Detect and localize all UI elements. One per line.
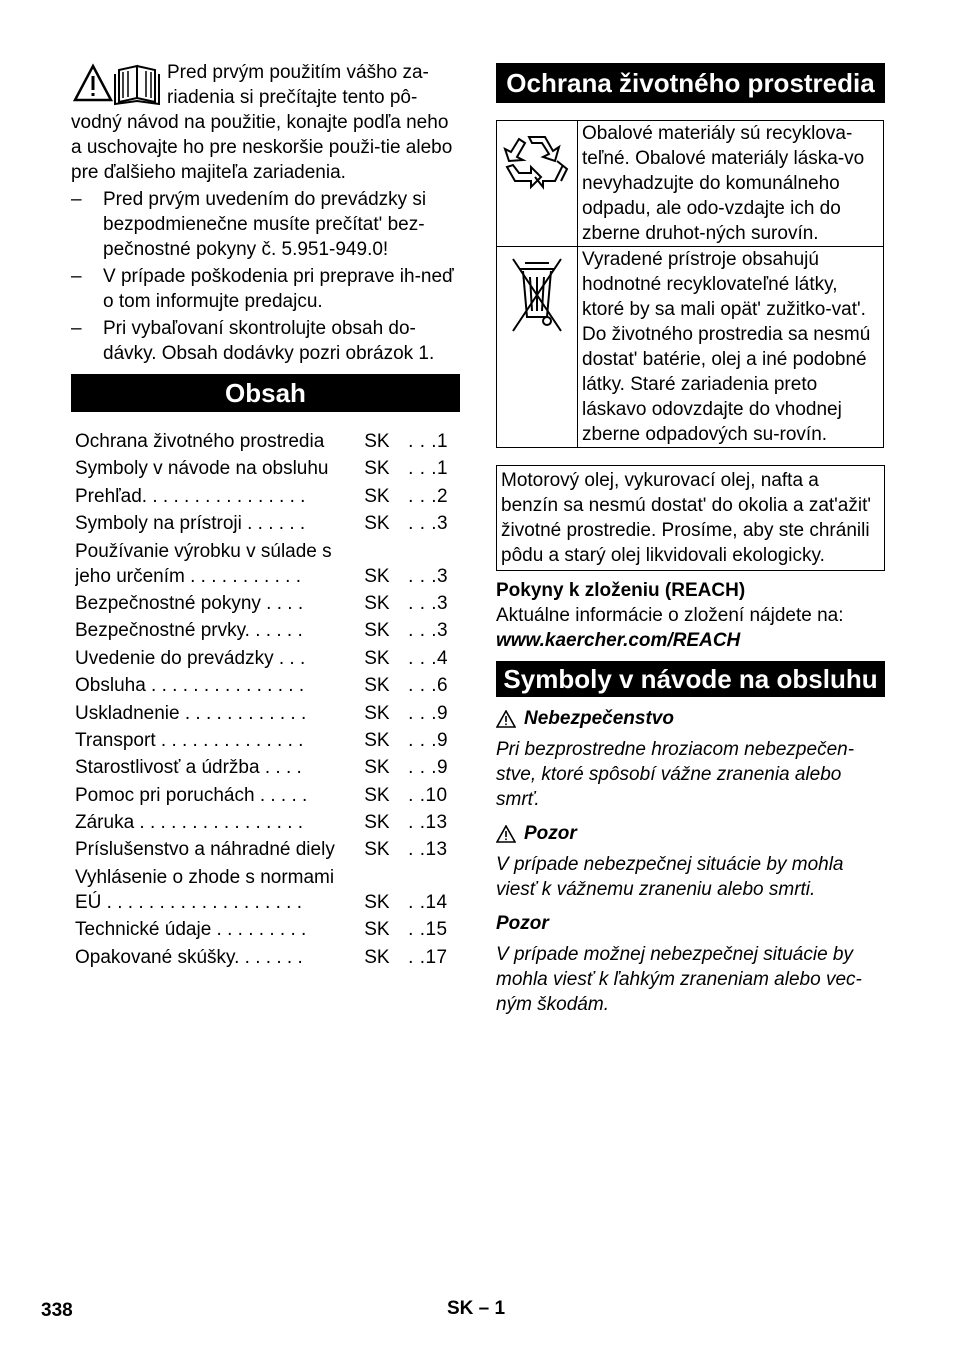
danger-heading	[496, 706, 885, 731]
toc-entry-language: SK	[364, 647, 390, 669]
toc-entry-page: . . .3	[408, 620, 449, 642]
crossed-bin-icon	[499, 251, 575, 337]
toc-row	[75, 456, 460, 481]
toc-entry-language: SK	[364, 485, 390, 507]
toc-row	[75, 591, 460, 616]
toc-row	[75, 429, 460, 454]
warning-manual-icon	[71, 60, 163, 106]
toc-entry-title: Príslušenstvo a náhradné diely	[75, 839, 335, 861]
intro-item-2	[71, 264, 460, 314]
symbols-heading: Symboly v návode na obsluhu	[496, 661, 885, 697]
toc-entry-page: . . .1	[408, 431, 449, 452]
toc-row	[75, 646, 460, 671]
oil-notice-text: Motorový olej, vykurovací olej, nafta a benzín sa nesmú dostat' do okolia a zat'ažit' životné prostredie. Prosíme, aby ste chránili pôdu a starý olej likvidovali ekologicky.	[501, 470, 871, 566]
toc-row	[75, 865, 460, 915]
toc-entry-page: . . .9	[408, 729, 449, 751]
environment-table	[496, 120, 884, 448]
toc-entry-page: . . .3	[408, 592, 449, 614]
dash-marker: –	[71, 318, 82, 339]
toc-entry-page: . .13	[408, 839, 448, 861]
toc-row	[75, 618, 460, 643]
toc-entry-title: Technické údaje . . . . . . . . .	[75, 919, 307, 941]
toc-entry-title: Bezpečnostné prvky. . . . . .	[75, 620, 303, 642]
weee-row	[497, 247, 884, 448]
toc-entry-title: Vyhlásenie o zhode s normami EÚ . . . . . . . . . . . . . . . . . . .	[75, 866, 335, 913]
page-number: 338	[41, 1300, 73, 1321]
left-column	[71, 60, 460, 972]
toc-entry-language: SK	[364, 431, 390, 452]
intro-item-text: Pred prvým uvedením do prevádzky si bezpodmienečne musíte prečítat' bez-pečnostné pokyny č. 5.951-949.0!	[103, 189, 427, 260]
toc-entry-language: SK	[364, 513, 390, 535]
toc-row	[75, 728, 460, 753]
recycle-icon-cell	[497, 121, 578, 247]
toc-entry-title: Uskladnenie . . . . . . . . . . . .	[75, 702, 307, 724]
danger-label: Nebezpečenstvo	[524, 708, 674, 729]
recycle-icon	[499, 125, 575, 205]
toc-entry-language: SK	[364, 891, 390, 913]
toc-entry-page: . .15	[408, 919, 448, 941]
toc-entry-title: Používanie výrobku v súlade s jeho určením . . . . . . . . . . .	[75, 540, 332, 587]
toc-entry-title: Pomoc pri poruchách . . . . .	[75, 784, 308, 806]
reach-heading: Pokyny k zloženiu (REACH)	[496, 580, 746, 601]
toc-heading: Obsah	[71, 374, 460, 412]
toc-entry-language: SK	[364, 784, 390, 806]
intro-item-text: Pri vybaľovaní skontrolujte obsah do-dávky. Obsah dodávky pozri obrázok 1.	[103, 318, 435, 364]
toc-entry-page: . . .9	[408, 757, 449, 779]
warning-triangle-icon	[496, 710, 516, 728]
toc-row	[75, 917, 460, 942]
toc-entry-page: . . .6	[408, 675, 449, 697]
toc-entry-page: . .10	[408, 784, 448, 806]
toc-entry-page: . . .3	[408, 513, 449, 535]
toc-row	[75, 945, 460, 970]
toc-entry-language: SK	[364, 620, 390, 642]
toc-entry-page: . .14	[408, 891, 448, 913]
toc-row	[75, 701, 460, 726]
toc-entry-page: . . .9	[408, 702, 449, 724]
intro-item-text: V prípade poškodenia pri preprave ih-neď o tom informujte predajcu.	[103, 266, 454, 312]
dash-marker: –	[71, 266, 82, 287]
toc-entry-language: SK	[364, 565, 390, 587]
warning-text: V prípade nebezpečnej situácie by mohla viesť k vážnemu zraneniu alebo smrti.	[496, 854, 844, 900]
intro-block	[71, 60, 460, 185]
toc-entry-page: . . .4	[408, 647, 449, 669]
toc-row	[75, 783, 460, 808]
recycle-row	[497, 121, 884, 247]
toc-row	[75, 539, 460, 589]
toc-entry-title: Prehľad. . . . . . . . . . . . . . . .	[75, 485, 306, 507]
intro-item-1	[71, 187, 460, 262]
toc-entry-language: SK	[364, 757, 390, 779]
reach-text: Aktuálne informácie o zložení nájdete na:	[496, 605, 844, 626]
intro-item-3	[71, 316, 460, 366]
toc-entry-language: SK	[364, 729, 390, 751]
toc-entry-title: Záruka . . . . . . . . . . . . . . . .	[75, 812, 304, 834]
warning-label: Pozor	[524, 823, 577, 844]
toc-entry-language: SK	[364, 812, 390, 834]
toc-entry-title: Transport . . . . . . . . . . . . . .	[75, 729, 304, 751]
toc-entry-language: SK	[364, 919, 390, 941]
danger-text: Pri bezprostredne hroziacom nebezpečen-stve, ktoré spôsobí vážne zranenia alebo smrť.	[496, 739, 855, 810]
toc-entry-page: . . .3	[408, 565, 449, 587]
weee-text: Vyradené prístroje obsahujú hodnotné recyklovateľné látky, ktoré by sa mali opät' zužitko-vat'. Do životného prostredia sa nesmú dostat' batérie, olej a iné podobné látky. Staré zariadenia preto láskavo odovzdajte do vhodnej zberne odpadových su-rovín.	[578, 247, 884, 448]
toc-row	[75, 837, 460, 862]
toc-row	[75, 810, 460, 835]
toc-entry-title: Symboly v návode na obsluhu	[75, 458, 329, 480]
toc-entry-title: Symboly na prístroji . . . . . .	[75, 513, 306, 535]
caution-text: V prípade možnej nebezpečnej situácie by mohla viesť k ľahkým zraneniam alebo vec-ným škodám.	[496, 944, 862, 1015]
toc-entry-title: Starostlivosť a údržba . . . .	[75, 757, 302, 779]
warning-heading	[496, 821, 885, 846]
toc-entry-title: Obsluha . . . . . . . . . . . . . . .	[75, 675, 305, 697]
toc-entry-language: SK	[364, 839, 390, 861]
toc-entry-language: SK	[364, 675, 390, 697]
recycle-text: Obalové materiály sú recyklova-teľné. Obalové materiály láska-vo nevyhadzujte do komunálneho odpadu, ale odo-vzdajte ich do zberne druhot-ných surovín.	[578, 121, 884, 247]
dash-marker: –	[71, 189, 82, 210]
toc-entry-title: Uvedenie do prevádzky . . .	[75, 647, 306, 669]
right-column	[496, 63, 885, 1017]
toc-entry-page: . .17	[408, 946, 448, 968]
intro-text: Pred prvým použitím vášho za-riadenia si prečítajte tento pô-vodný návod na použitie, konajte podľa neho a uschovajte ho pre neskoršie použi-tie alebo pre ďalšieho majiteľa zariadenia.	[71, 62, 453, 183]
toc-entry-title: Ochrana životného prostredia	[75, 431, 325, 452]
oil-notice-box	[496, 465, 885, 571]
toc-entry-title: Bezpečnostné pokyny . . . .	[75, 592, 304, 614]
toc-row	[75, 511, 460, 536]
table-of-contents	[71, 429, 460, 970]
toc-entry-language: SK	[364, 592, 390, 614]
caution-label: Pozor	[496, 913, 549, 934]
toc-entry-page: . .13	[408, 812, 448, 834]
toc-row	[75, 673, 460, 698]
toc-entry-page: . . .1	[408, 458, 449, 480]
environment-heading: Ochrana životného prostredia	[496, 63, 885, 103]
caution-heading	[496, 911, 885, 936]
toc-row	[75, 484, 460, 509]
toc-row	[75, 755, 460, 780]
toc-entry-language: SK	[364, 702, 390, 724]
warning-triangle-icon	[496, 825, 516, 843]
toc-entry-page: . . .2	[408, 485, 449, 507]
toc-entry-language: SK	[364, 946, 390, 968]
reach-link[interactable]: www.kaercher.com/REACH	[496, 630, 741, 651]
weee-icon-cell	[497, 247, 578, 448]
footer-center-label: SK – 1	[447, 1298, 506, 1319]
toc-entry-language: SK	[364, 458, 390, 480]
toc-entry-title: Opakované skúšky. . . . . . .	[75, 946, 303, 968]
